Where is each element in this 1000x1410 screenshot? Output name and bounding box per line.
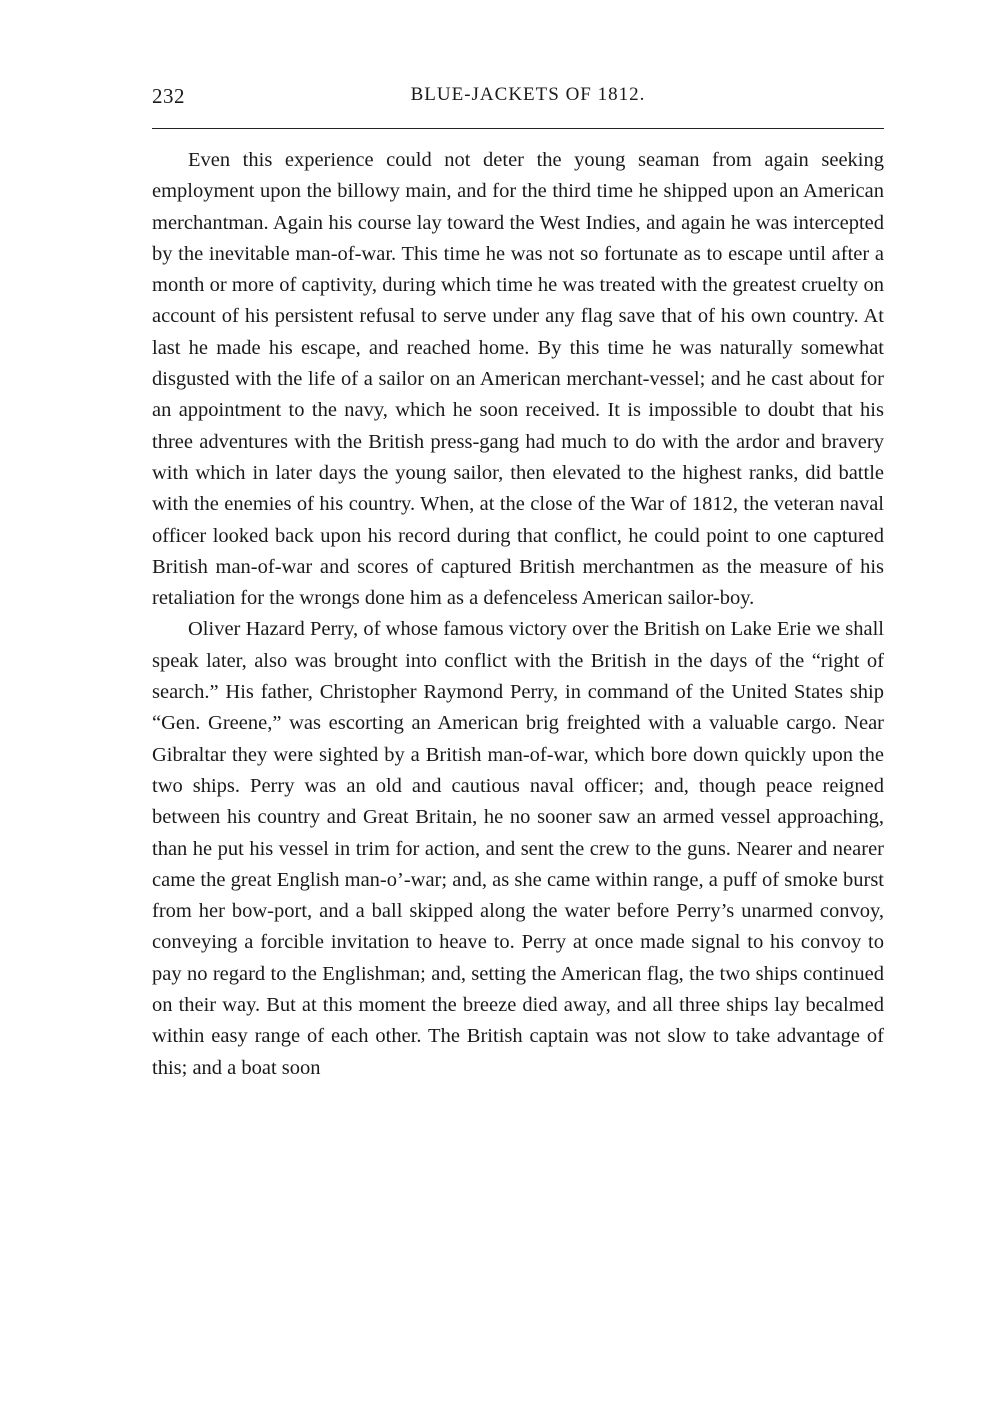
- page-number: 232: [152, 84, 185, 108]
- running-head: BLUE-JACKETS OF 1812.: [410, 84, 646, 105]
- body-text: [152, 145, 884, 1084]
- page-header: [152, 84, 884, 118]
- book-page: [152, 84, 884, 1084]
- paragraph-1: Even this experience could not deter the young seaman from again seeking employment upon the billowy main, and for the third time he shipped upon an American merchantman. Again his course lay toward the West Indies, and again he was intercepted by the inevitable man-of-war. This time he was not so fortunate as to escape until after a month or more of captivity, during which time he was treated with the greatest cruelty on account of his persistent refusal to serve under any flag save that of his own country. At last he made his escape, and reached home. By this time he was naturally somewhat disgusted with the life of a sailor on an American merchant-vessel; and he cast about for an appointment to the navy, which he soon received. It is impossible to doubt that his three adventures with the British press-gang had much to do with the ardor and bravery with which in later days the young sailor, then elevated to the highest ranks, did battle with the enemies of his country. When, at the close of the War of 1812, the veteran naval officer looked back upon his record during that conflict, he could point to one captured British man-of-war and scores of captured British merchantmen as the measure of his retaliation for the wrongs done him as a defenceless American sailor-boy.: [152, 149, 884, 610]
- header-rule: [152, 128, 884, 129]
- paragraph-2: Oliver Hazard Perry, of whose famous victory over the British on Lake Erie we shall speak later, also was brought into conflict with the British in the days of the “right of search.” His father, Christopher Raymond Perry, in command of the United States ship “Gen. Greene,” was escorting an American brig freighted with a valuable cargo. Near Gibraltar they were sighted by a British man-of-war, which bore down quickly upon the two ships. Perry was an old and cautious naval officer; and, though peace reigned between his country and Great Britain, he no sooner saw an armed vessel approaching, than he put his vessel in trim for action, and sent the crew to the guns. Nearer and nearer came the great English man-o’-war; and, as she came within range, a puff of smoke burst from her bow-port, and a ball skipped along the water before Perry’s unarmed convoy, conveying a forcible invitation to heave to. Perry at once made signal to his convoy to pay no regard to the Englishman; and, setting the American flag, the two ships continued on their way. But at this moment the breeze died away, and all three ships lay becalmed within easy range of each other. The British captain was not slow to take advantage of this; and a boat soon: [152, 618, 884, 1079]
